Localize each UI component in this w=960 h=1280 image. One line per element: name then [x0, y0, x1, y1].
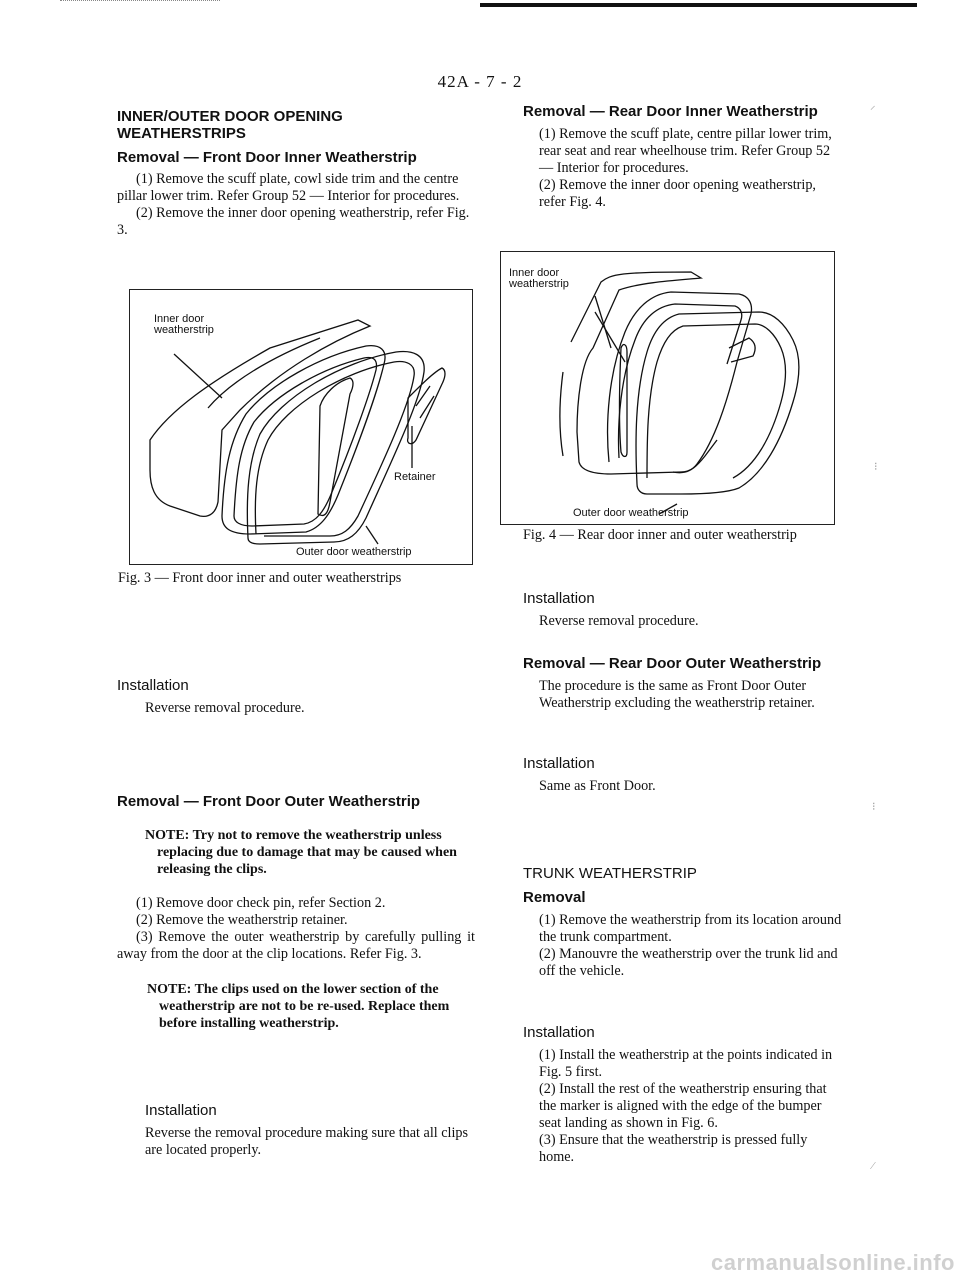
label-inner-door-weatherstrip: Inner door weatherstrip: [509, 267, 569, 290]
figure-3: [129, 289, 473, 565]
section-title: INNER/OUTER DOOR OPENING WEATHERSTRIPS: [117, 108, 343, 142]
scan-artifact: [60, 0, 220, 7]
step-text: (2) Manouvre the weatherstrip over the trunk lid and off the vehicle.: [539, 946, 838, 979]
heading-installation: Installation: [523, 755, 595, 772]
label-retainer: Retainer: [394, 471, 436, 483]
scan-edge-bar: [480, 3, 917, 7]
left-column-top: [117, 108, 473, 239]
step-text: (1) Install the weatherstrip at the points indicated in Fig. 5 first.: [539, 1047, 833, 1080]
note-text: NOTE: The clips used on the lower section of the weatherstrip are not to be re-used. Replace them before installing weatherstrip.: [147, 982, 450, 1031]
right-removal-rear-outer: [523, 655, 848, 712]
right-installation-2: [523, 755, 845, 795]
rear-door-weatherstrip-diagram: [501, 252, 834, 524]
step-text: (2) Remove the weatherstrip retainer.: [136, 912, 348, 928]
page-number: 42A - 7 - 2: [437, 72, 523, 91]
step-text: (2) Remove the inner door opening weatherstrip, refer Fig. 3.: [117, 205, 470, 238]
figure-4: [500, 251, 835, 525]
heading-trunk-weatherstrip: TRUNK WEATHERSTRIP: [523, 865, 697, 882]
step-text: (3) Remove the outer weatherstrip by carefully pulling it away from the door at the clip locations. Refer Fig. 3.: [117, 929, 475, 962]
heading-removal-rear-inner: Removal — Rear Door Inner Weatherstrip: [523, 103, 818, 120]
label-outer-door-weatherstrip: Outer door weatherstrip: [573, 507, 689, 519]
note-text: NOTE: Try not to remove the weatherstrip unless replacing due to damage that may be caused when releasing the clips.: [145, 828, 457, 877]
label-inner-door-weatherstrip: Inner door weatherstrip: [154, 313, 214, 336]
left-installation-2: [145, 1102, 475, 1159]
heading-removal-front-outer: Removal — Front Door Outer Weatherstrip: [117, 793, 421, 810]
step-text: (3) Ensure that the weatherstrip is pressed fully home.: [539, 1132, 808, 1165]
scan-mark: ⸝: [870, 100, 876, 112]
scan-mark: ⁝: [874, 461, 878, 473]
installation-text: Same as Front Door.: [539, 778, 656, 794]
right-removal-rear-inner: [523, 103, 845, 211]
installation-text: Reverse removal procedure.: [145, 700, 305, 716]
step-text: (1) Remove the scuff plate, cowl side trim and the centre pillar lower trim. Refer Group 52 — Interior for procedures.: [117, 171, 460, 204]
figure-4-caption: Fig. 4 — Rear door inner and outer weatherstrip: [523, 527, 797, 543]
procedure-text: The procedure is the same as Front Door Outer Weatherstrip excluding the weatherstrip retainer.: [539, 678, 815, 711]
heading-installation: Installation: [523, 1024, 595, 1041]
step-text: (1) Remove the scuff plate, centre pillar lower trim, rear seat and rear wheelhouse trim. Refer Group 52 — Interior for procedures.: [539, 126, 832, 176]
heading-installation: Installation: [523, 590, 595, 607]
step-text: (1) Remove door check pin, refer Section 2.: [136, 895, 386, 911]
left-removal-front-outer: [117, 793, 475, 1032]
installation-text: Reverse the removal procedure making sure that all clips are located properly.: [145, 1125, 469, 1158]
right-trunk-weatherstrip: [523, 865, 845, 1166]
installation-text: Reverse removal procedure.: [539, 613, 699, 629]
scan-mark: ⁄: [872, 1160, 874, 1172]
step-text: (1) Remove the weatherstrip from its location around the trunk compartment.: [539, 912, 842, 945]
scan-mark: ⁝: [872, 801, 876, 813]
heading-installation: Installation: [117, 677, 189, 694]
figure-3-caption: Fig. 3 — Front door inner and outer weatherstrips: [118, 570, 402, 586]
heading-removal-rear-outer: Removal — Rear Door Outer Weatherstrip: [523, 655, 822, 672]
heading-removal: Removal: [523, 889, 586, 906]
label-outer-door-weatherstrip: Outer door weatherstrip: [296, 546, 412, 558]
step-text: (2) Remove the inner door opening weatherstrip, refer Fig. 4.: [539, 177, 816, 210]
left-installation-1: [117, 677, 473, 717]
watermark: carmanualsonline.info: [711, 1250, 955, 1275]
heading-installation: Installation: [145, 1102, 217, 1119]
right-installation-1: [523, 590, 845, 630]
step-text: (2) Install the rest of the weatherstrip ensuring that the marker is aligned with the edge of the bumper seat landing as shown in Fig. 6.: [539, 1081, 827, 1131]
heading-removal-front-inner: Removal — Front Door Inner Weatherstrip: [117, 149, 417, 166]
